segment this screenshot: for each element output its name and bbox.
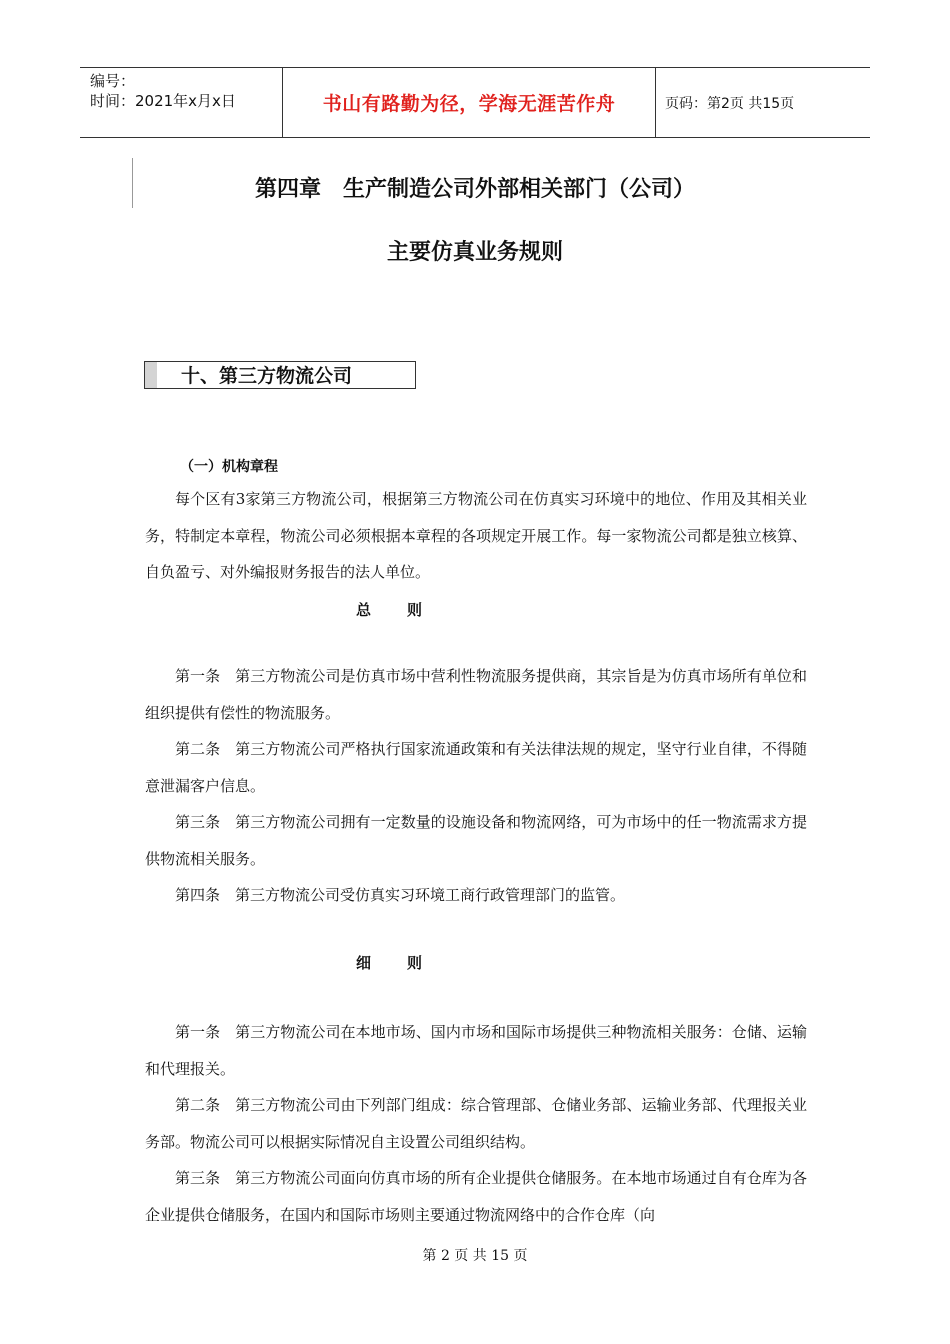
motto: 书山有路勤为径，学海无涯苦作舟 bbox=[322, 93, 616, 115]
chapter-title: 第四章 生产制造公司外部相关部门（公司） bbox=[254, 177, 695, 202]
document-header bbox=[80, 67, 870, 138]
subsection-heading: （一）机构章程 bbox=[180, 459, 278, 475]
list-item: 第三条 第三方物流公司面向仿真市场的所有企业提供仓储服务。在本地市场通过自有仓库为各企业提供仓储服务，在国内和国际市场则主要通过物流网络中的合作仓库（向 bbox=[145, 1169, 807, 1224]
chapter-subtitle: 主要仿真业务规则 bbox=[386, 240, 563, 265]
list-item: 第一条 第三方物流公司是仿真市场中营利性物流服务提供商，其宗旨是为仿真市场所有单位和组织提供有偿性的物流服务。 bbox=[145, 667, 807, 722]
detail-articles bbox=[145, 1014, 807, 1233]
general-articles bbox=[145, 658, 807, 914]
section-shade bbox=[145, 362, 157, 388]
header-meta bbox=[80, 68, 282, 137]
intro-paragraph: 每个区有3家第三方物流公司，根据第三方物流公司在仿真实习环境中的地位、作用及其相关业务，特制定本章程，物流公司必须根据本章程的各项规定开展工作。每一家物流公司都是独立核算、自负盈亏、对外编报财务报告的法人单位。 bbox=[145, 490, 807, 581]
number-label: 编号： bbox=[90, 72, 136, 90]
list-item: 第二条 第三方物流公司严格执行国家流通政策和有关法律法规的规定，坚守行业自律，不得随意泄漏客户信息。 bbox=[145, 740, 807, 795]
list-item: 第四条 第三方物流公司受仿真实习环境工商行政管理部门的监管。 bbox=[175, 886, 626, 904]
header-motto-cell bbox=[282, 68, 656, 137]
detail-heading: 细 则 bbox=[355, 954, 424, 972]
list-item: 第三条 第三方物流公司拥有一定数量的设施设备和物流网络，可为市场中的任一物流需求方提供物流相关服务。 bbox=[145, 813, 807, 868]
list-item: 第一条 第三方物流公司在本地市场、国内市场和国际市场提供三种物流相关服务：仓储、运输和代理报关。 bbox=[145, 1023, 807, 1078]
date-label: 时间：2021年x月x日 bbox=[90, 92, 236, 110]
list-item: 第二条 第三方物流公司由下列部门组成：综合管理部、仓储业务部、运输业务部、代理报关业务部。物流公司可以根据实际情况自主设置公司组织结构。 bbox=[145, 1096, 807, 1151]
section-heading bbox=[144, 361, 416, 389]
general-heading: 总 则 bbox=[355, 601, 424, 619]
header-page-cell bbox=[656, 68, 870, 137]
page-info: 页码：第2页 共15页 bbox=[665, 95, 795, 112]
page-footer: 第 2 页 共 15 页 bbox=[422, 1248, 528, 1264]
section-label: 十、第三方物流公司 bbox=[181, 365, 353, 387]
